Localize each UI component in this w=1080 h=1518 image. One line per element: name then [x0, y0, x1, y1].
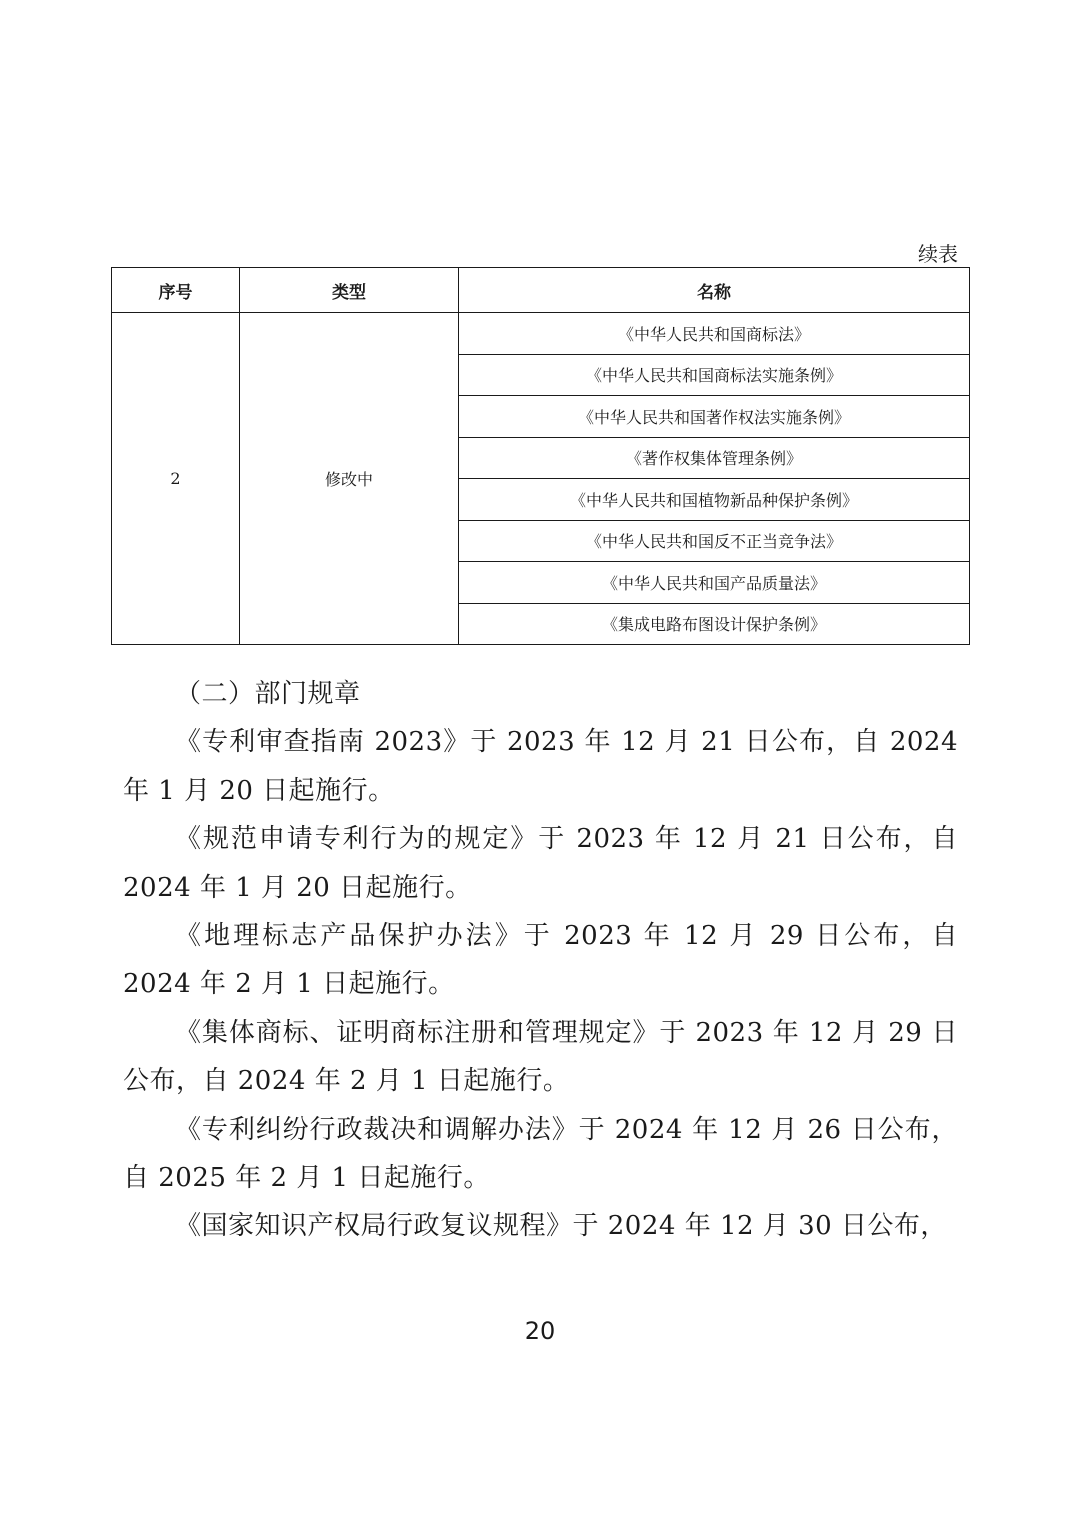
regulations-table [111, 267, 970, 645]
page-number: 20 [524, 1317, 556, 1345]
regulation-name-cell: 《中华人民共和国商标法实施条例》 [459, 354, 970, 396]
row-type-cell: 修改中 [240, 313, 459, 645]
regulation-name-cell: 《中华人民共和国反不正当竞争法》 [459, 520, 970, 562]
regulation-name-cell: 《中华人民共和国著作权法实施条例》 [459, 396, 970, 438]
section-heading: （二）部门规章 [175, 679, 361, 709]
paragraph: 《集体商标、证明商标注册和管理规定》于 2023 年 12 月 29 日公布，自 2024 年 2 月 1 日起施行。 [123, 1017, 958, 1097]
paragraph: 《专利审查指南 2023》于 2023 年 12 月 21 日公布，自 2024 年 1 月 20 日起施行。 [123, 727, 958, 806]
table-header-row [112, 268, 970, 313]
paragraph: 《专利纠纷行政裁决和调解办法》于 2024 年 12 月 26 日公布，自 2025 年 2 月 1 日起施行。 [123, 1114, 958, 1194]
table-row [112, 313, 970, 355]
regulation-name-cell: 《著作权集体管理条例》 [459, 437, 970, 479]
table-continued-label: 续表 [918, 242, 958, 266]
paragraph: 《国家知识产权局行政复议规程》于 2024 年 12 月 30 日公布， [175, 1211, 947, 1242]
regulation-name-cell: 《集成电路布图设计保护条例》 [459, 603, 970, 645]
paragraph: 《规范申请专利行为的规定》于 2023 年 12 月 21 日公布，自 2024 年 1 月 20 日起施行。 [123, 824, 958, 903]
regulation-name-cell: 《中华人民共和国植物新品种保护条例》 [459, 479, 970, 521]
header-number: 序号 [112, 268, 240, 313]
paragraph: 《地理标志产品保护办法》于 2023 年 12 月 29 日公布，自 2024 年 2 月 1 日起施行。 [123, 921, 958, 1000]
header-name: 名称 [459, 268, 970, 313]
row-number-cell: 2 [112, 313, 240, 645]
regulation-name-cell: 《中华人民共和国产品质量法》 [459, 562, 970, 604]
section-body [123, 670, 958, 1251]
regulation-name-cell: 《中华人民共和国商标法》 [459, 313, 970, 355]
header-type: 类型 [240, 268, 459, 313]
